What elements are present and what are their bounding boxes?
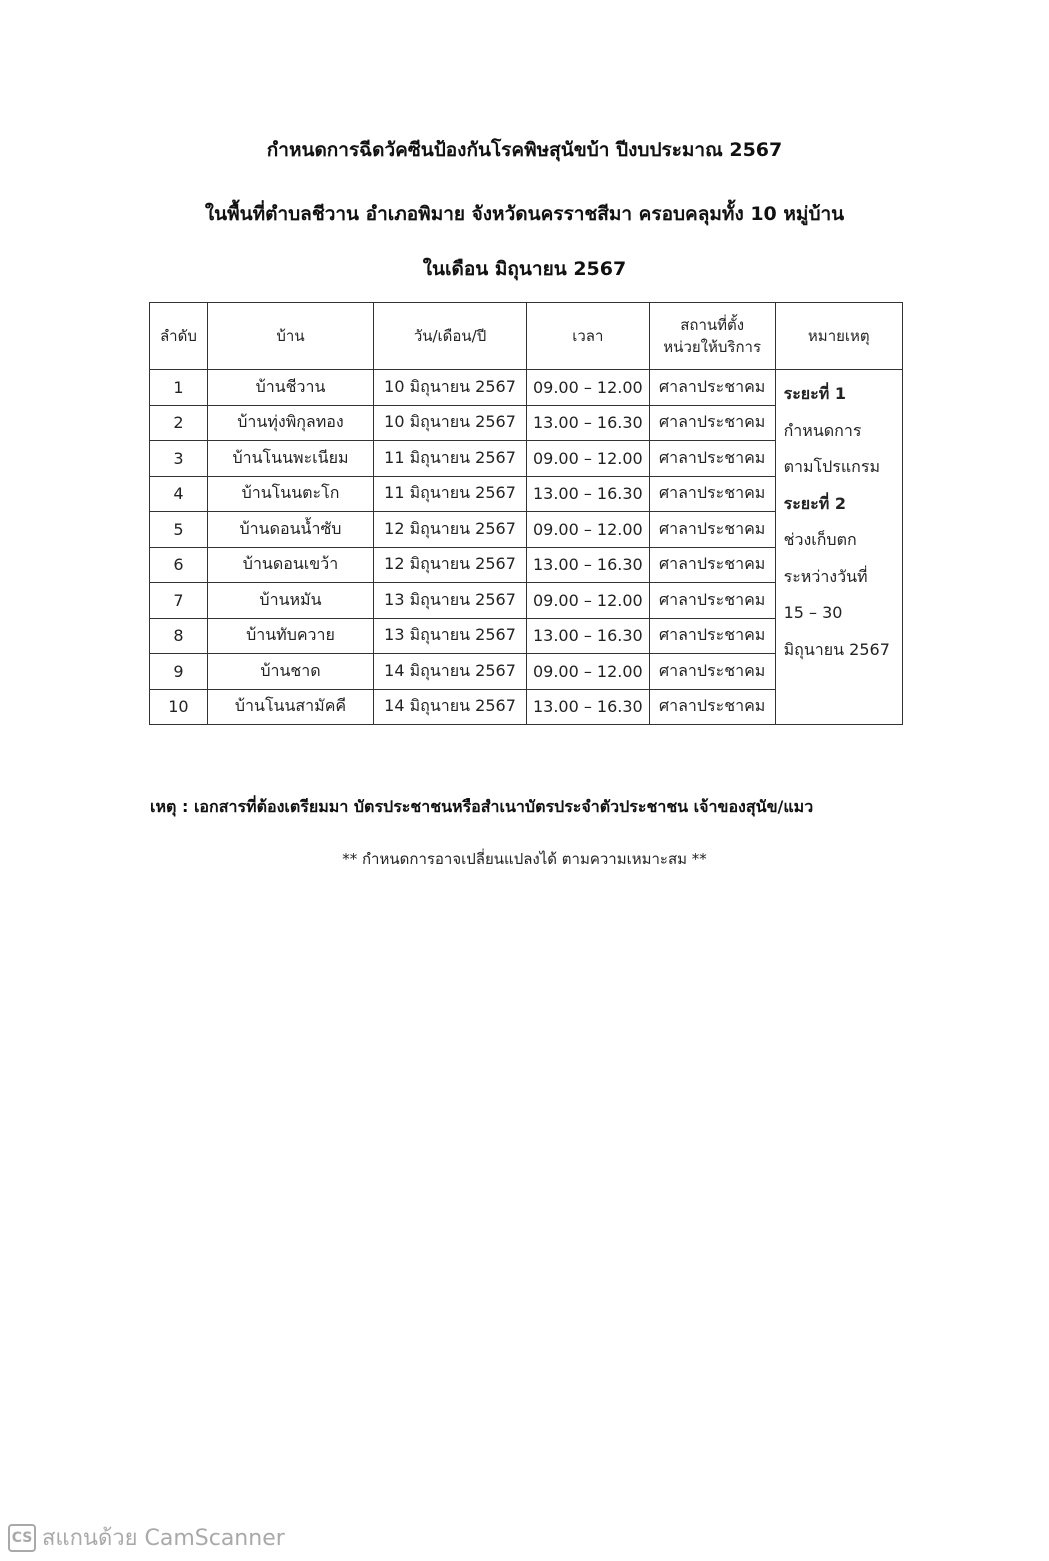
cell-no: 10 xyxy=(150,689,208,725)
camscanner-logo-icon: CS xyxy=(8,1524,36,1552)
cell-time: 13.00 – 16.30 xyxy=(526,689,649,725)
document-subtitle-area: ในพื้นที่ตำบลชีวาน อำเภอพิมาย จังหวัดนครราชสีมา ครอบคลุมทั้ง 10 หมู่บ้าน xyxy=(204,203,845,225)
remark-phase2-line1: ช่วงเก็บตก xyxy=(783,530,857,549)
cell-no: 1 xyxy=(150,370,208,406)
cell-village: บ้านโนนสามัคคี xyxy=(207,689,373,725)
cell-location: ศาลาประชาคม xyxy=(649,512,775,548)
cell-no: 2 xyxy=(150,405,208,441)
cell-date: 12 มิถุนายน 2567 xyxy=(374,512,527,548)
cell-time: 09.00 – 12.00 xyxy=(526,583,649,619)
cell-village: บ้านดอนเขว้า xyxy=(207,547,373,583)
cell-time: 09.00 – 12.00 xyxy=(526,441,649,477)
cell-village: บ้านทับควาย xyxy=(207,618,373,654)
cell-time: 09.00 – 12.00 xyxy=(526,370,649,406)
cell-no: 6 xyxy=(150,547,208,583)
remark-phase2-line4: มิถุนายน 2567 xyxy=(783,639,890,659)
remark-phase1-line2: ตามโปรแกรม xyxy=(783,457,880,476)
remark-phase1-line1: กำหนดการ xyxy=(783,420,862,440)
watermark-text: สแกนด้วย CamScanner xyxy=(42,1526,285,1551)
cell-no: 4 xyxy=(150,476,208,512)
remark-phase2-line3: 15 – 30 xyxy=(783,603,843,622)
cell-location: ศาลาประชาคม xyxy=(649,547,775,583)
cell-time: 09.00 – 12.00 xyxy=(526,512,649,548)
cell-date: 10 มิถุนายน 2567 xyxy=(374,370,527,406)
cell-time: 09.00 – 12.00 xyxy=(526,654,649,690)
cell-location: ศาลาประชาคม xyxy=(649,441,775,477)
header-location xyxy=(649,303,775,370)
cell-village: บ้านหมัน xyxy=(207,583,373,619)
cell-no: 5 xyxy=(150,512,208,548)
header-no: ลำดับ xyxy=(150,303,208,370)
cell-village: บ้านโนนพะเนียม xyxy=(207,441,373,477)
header-location-line1: สถานที่ตั้ง xyxy=(680,315,745,334)
remark-phase2-label: ระยะที่ 2 xyxy=(783,493,846,513)
required-documents-note: เหตุ : เอกสารที่ต้องเตรียมมา บัตรประชาชนหรือสำเนาบัตรประจำตัวประชาชน เจ้าของสุนัข/แมว xyxy=(150,797,814,816)
header-remark: หมายเหตุ xyxy=(775,303,902,370)
header-location-line2: หน่วยให้บริการ xyxy=(663,338,762,356)
cell-location: ศาลาประชาคม xyxy=(649,370,775,406)
cell-village: บ้านชาด xyxy=(207,654,373,690)
cell-no: 9 xyxy=(150,654,208,690)
cell-date: 14 มิถุนายน 2567 xyxy=(374,689,527,725)
document-title: กำหนดการฉีดวัคซีนป้องกันโรคพิษสุนัขบ้า ปีงบประมาณ 2567 xyxy=(266,139,783,161)
cell-date: 13 มิถุนายน 2567 xyxy=(374,583,527,619)
vaccination-schedule-table xyxy=(149,302,903,725)
cell-no: 3 xyxy=(150,441,208,477)
cell-location: ศาลาประชาคม xyxy=(649,583,775,619)
cell-date: 10 มิถุนายน 2567 xyxy=(374,405,527,441)
cell-location: ศาลาประชาคม xyxy=(649,618,775,654)
cell-no: 7 xyxy=(150,583,208,619)
remark-phase2-line2: ระหว่างวันที่ xyxy=(783,566,868,586)
cell-date: 12 มิถุนายน 2567 xyxy=(374,547,527,583)
cell-village: บ้านทุ่งพิกุลทอง xyxy=(207,405,373,441)
cell-date: 11 มิถุนายน 2567 xyxy=(374,476,527,512)
cell-location: ศาลาประชาคม xyxy=(649,405,775,441)
cell-time: 13.00 – 16.30 xyxy=(526,618,649,654)
schedule-disclaimer: ** กำหนดการอาจเปลี่ยนแปลงได้ ตามความเหมาะสม ** xyxy=(342,850,707,868)
header-village: บ้าน xyxy=(207,303,373,370)
cell-village: บ้านชีวาน xyxy=(207,370,373,406)
cell-location: ศาลาประชาคม xyxy=(649,476,775,512)
cell-location: ศาลาประชาคม xyxy=(649,689,775,725)
table-row xyxy=(150,370,903,406)
cell-village: บ้านโนนตะโก xyxy=(207,476,373,512)
header-time: เวลา xyxy=(526,303,649,370)
remark-phase1-label: ระยะที่ 1 xyxy=(783,384,846,403)
cell-time: 13.00 – 16.30 xyxy=(526,547,649,583)
cell-time: 13.00 – 16.30 xyxy=(526,405,649,441)
document-subtitle-month: ในเดือน มิถุนายน 2567 xyxy=(422,258,627,280)
cell-no: 8 xyxy=(150,618,208,654)
cell-time: 13.00 – 16.30 xyxy=(526,476,649,512)
camscanner-watermark xyxy=(8,1520,285,1555)
table-header-row xyxy=(150,303,903,370)
cell-date: 11 มิถุนายน 2567 xyxy=(374,441,527,477)
header-date: วัน/เดือน/ปี xyxy=(374,303,527,370)
cell-remark xyxy=(775,370,902,725)
cell-village: บ้านดอนน้ำซับ xyxy=(207,512,373,548)
cell-location: ศาลาประชาคม xyxy=(649,654,775,690)
cell-date: 13 มิถุนายน 2567 xyxy=(374,618,527,654)
cell-date: 14 มิถุนายน 2567 xyxy=(374,654,527,690)
